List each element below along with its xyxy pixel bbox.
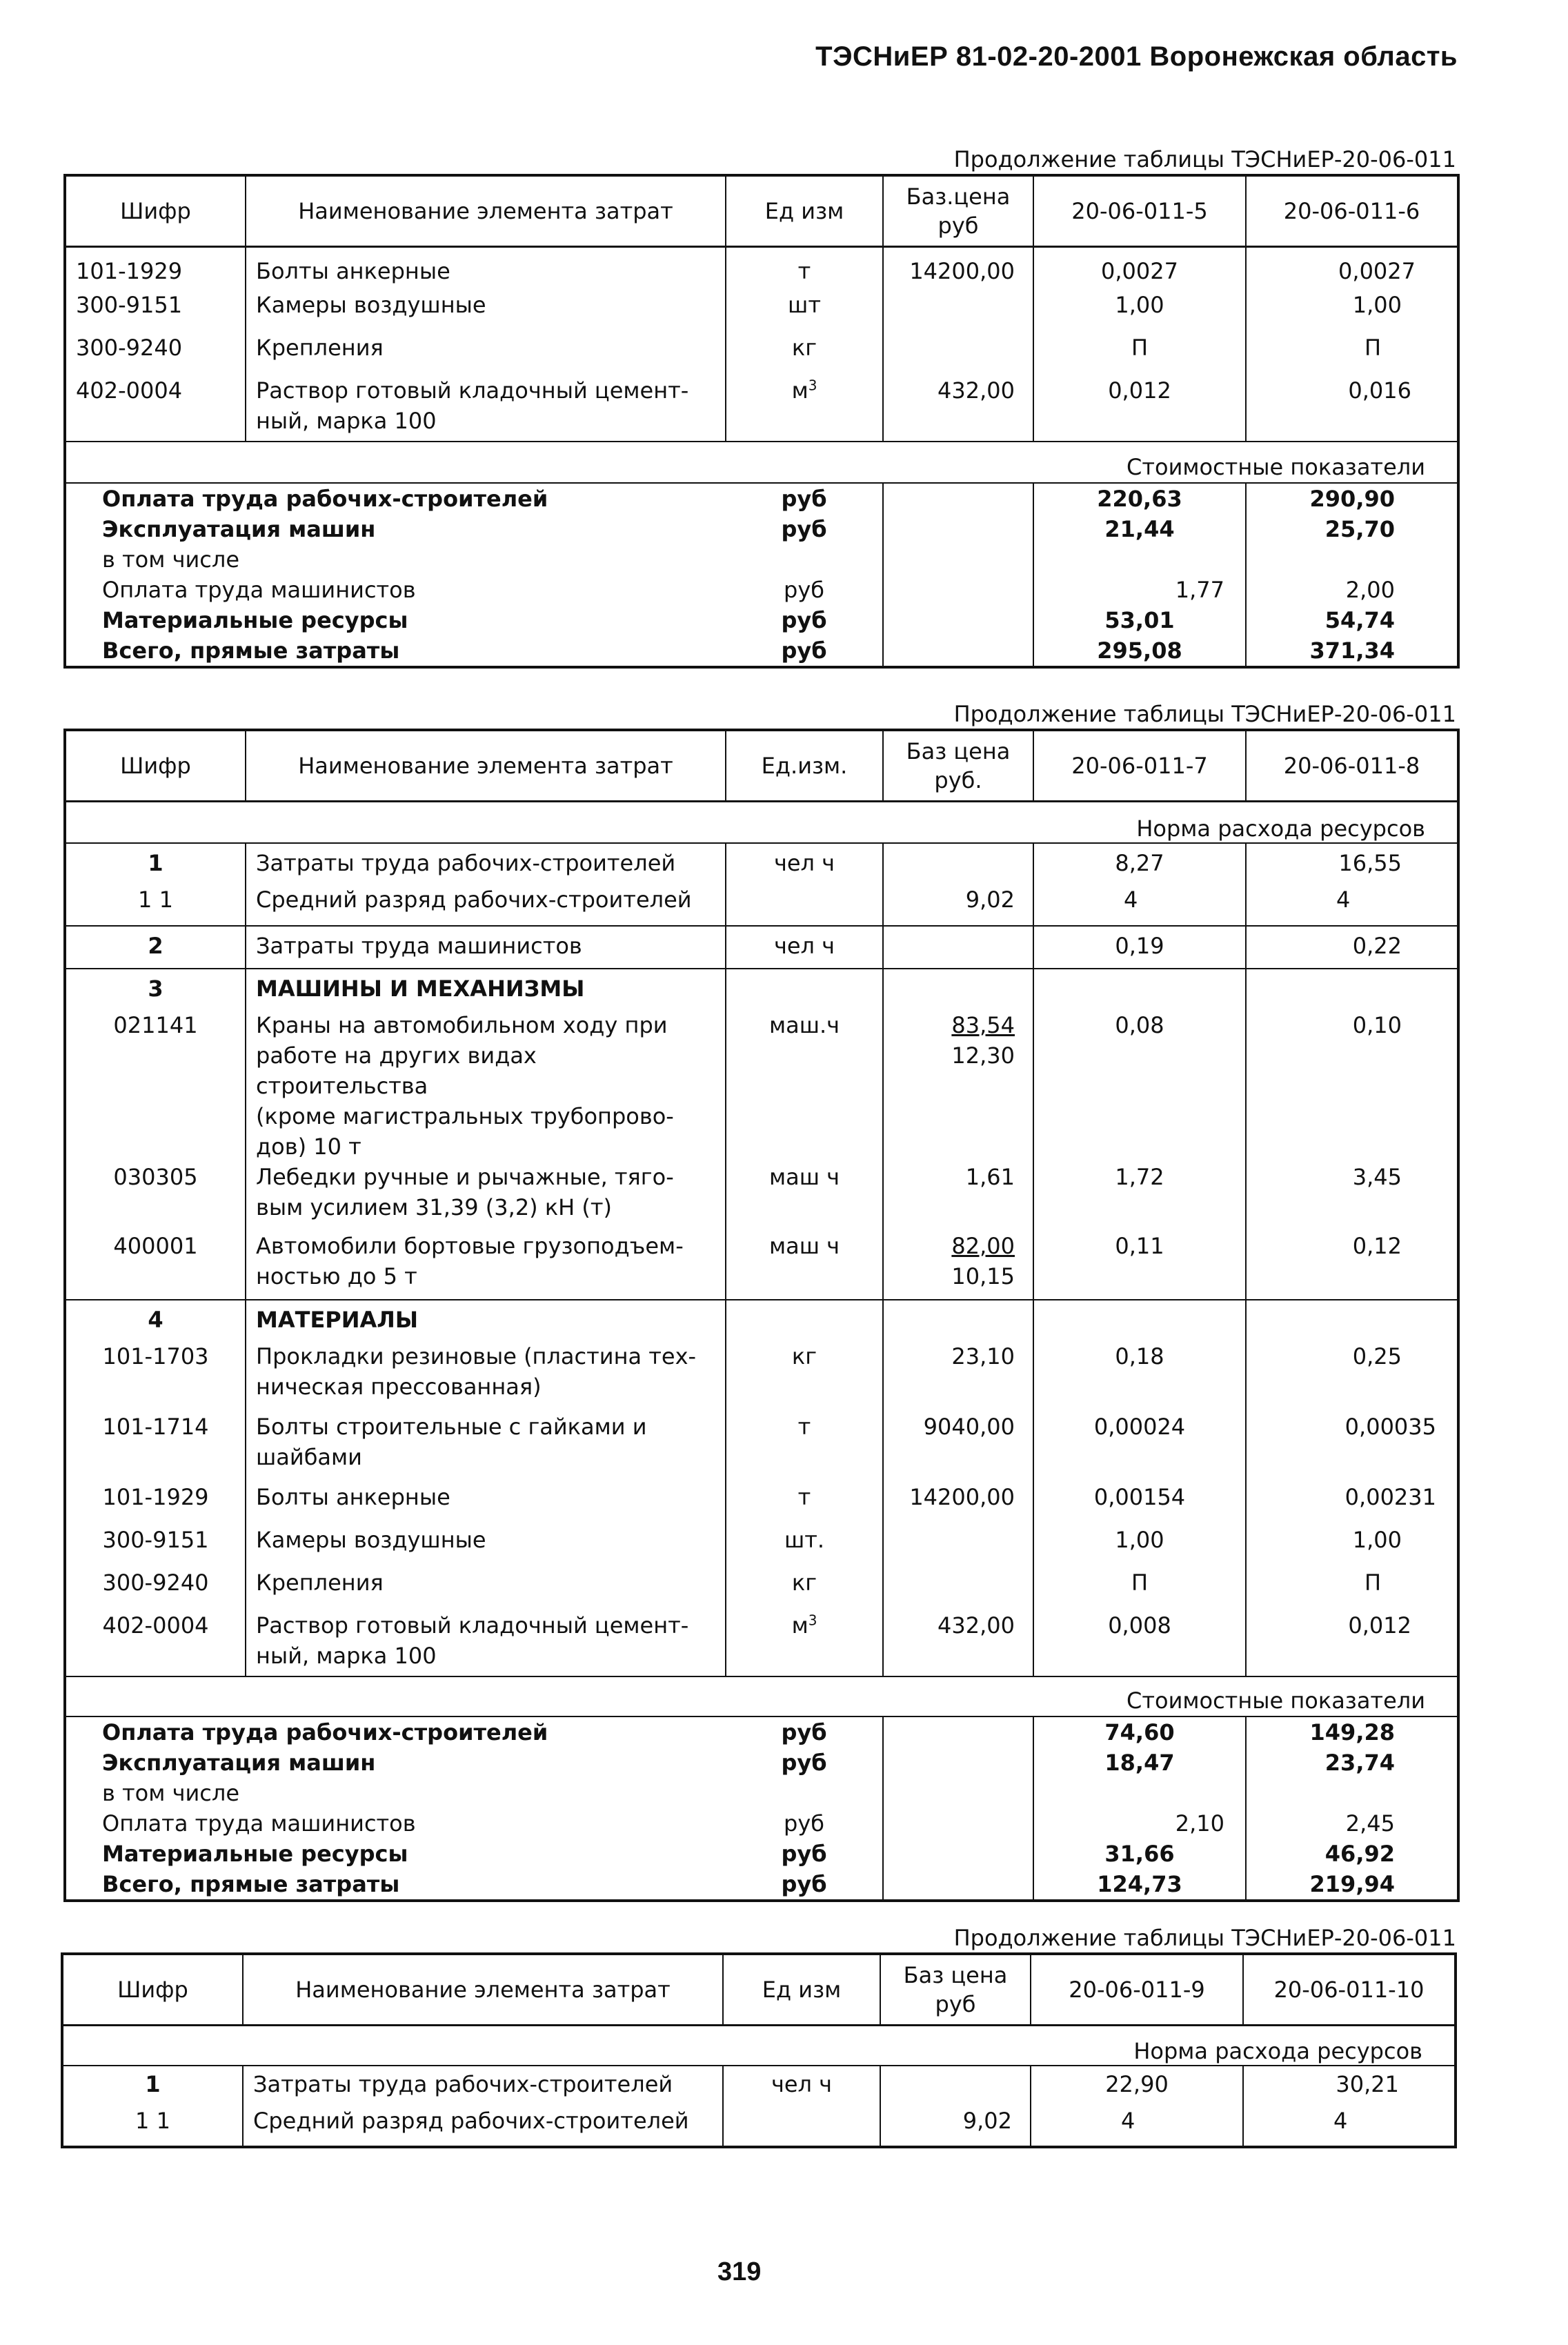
table-row: 300-9151 Камеры воздушные шт 1,00 1,00 — [65, 290, 1458, 333]
summary-row: Материальные ресурсы руб 53,01 54,74 — [65, 605, 1458, 635]
col-unit-header: Ед изм — [723, 1954, 880, 2026]
col-name-header: Наименование элемента затрат — [246, 730, 726, 802]
col-code-header: Шифр — [62, 1954, 243, 2026]
table2 — [63, 729, 1460, 1902]
summary-row: в том числе — [65, 544, 1458, 575]
summary-row: Эксплуатация машин руб 21,44 25,70 — [65, 514, 1458, 544]
table-row: 1 Затраты труда рабочих-строителей чел ч 22,90 30,21 — [62, 2066, 1456, 2106]
col-unit-header: Ед.изм. — [726, 730, 883, 802]
col-name-header: Наименование элемента затрат — [246, 175, 726, 247]
summary-row: Оплата труда машинистов руб 1,77 2,00 — [65, 575, 1458, 605]
col-norm1-header: 20-06-011-9 — [1031, 1954, 1243, 2026]
col-price-header: Баз цена руб. — [883, 730, 1033, 802]
costs-label: Стоимостные показатели — [65, 1676, 1458, 1716]
col-code-header: Шифр — [65, 175, 246, 247]
col-norm1-header: 20-06-011-5 — [1033, 175, 1246, 247]
summary-row: Оплата труда машинистов руб 2,10 2,45 — [65, 1808, 1458, 1839]
col-norm2-header: 20-06-011-10 — [1243, 1954, 1456, 2026]
table-row: 101-1929 Болты анкерные т 14200,00 0,0027 0,0027 — [65, 247, 1458, 290]
page-number: 319 — [717, 2257, 762, 2286]
summary-row: Всего, прямые затраты руб 124,73 219,94 — [65, 1869, 1458, 1901]
table-row: 1 Затраты труда рабочих-строителей чел ч 8,27 16,55 — [65, 843, 1458, 884]
table2-caption: Продолжение таблицы ТЭСНиЕР-20-06-011 — [953, 701, 1456, 727]
summary-row: Оплата труда рабочих-строителей руб 74,60 149,28 — [65, 1716, 1458, 1748]
table1-header-row — [65, 175, 1458, 247]
table3-header-row — [62, 1954, 1456, 2026]
col-norm2-header: 20-06-011-6 — [1246, 175, 1458, 247]
table-row: 1 1 Средний разряд рабочих-строителей 9,02 4 4 — [65, 884, 1458, 926]
table-row: 400001 Автомобили бортовые грузоподъем- ностью до 5 т маш ч 82,00 10,15 0,11 0,12 — [65, 1231, 1458, 1300]
table-row: 1 1 Средний разряд рабочих-строителей 9,02 4 4 — [62, 2106, 1456, 2147]
summary-row: в том числе — [65, 1778, 1458, 1808]
table-row: 300-9240 Крепления кг П П — [65, 333, 1458, 375]
col-code-header: Шифр — [65, 730, 246, 802]
norm-label: Норма расхода ресурсов — [1136, 815, 1425, 842]
norm-label-row — [65, 802, 1458, 843]
table-row: 101-1703 Прокладки резиновые (пластина тех- ническая прессованная) кг 23,10 0,18 0,25 — [65, 1341, 1458, 1412]
col-price-header: Баз цена руб — [880, 1954, 1031, 2026]
costs-label-row — [65, 442, 1458, 483]
table3-caption: Продолжение таблицы ТЭСНиЕР-20-06-011 — [953, 1925, 1456, 1951]
norm-label: Норма расхода ресурсов — [1133, 2037, 1422, 2064]
table-row: 101-1714 Болты строительные с гайками и шайбами т 9040,00 0,00024 0,00035 — [65, 1412, 1458, 1482]
table-row: 300-9151 Камеры воздушные шт. 1,00 1,00 — [65, 1525, 1458, 1567]
section-row-materials: 4 МАТЕРИАЛЫ — [65, 1300, 1458, 1341]
table-row: 101-1929 Болты анкерные т 14200,00 0,00154 0,00231 — [65, 1482, 1458, 1525]
col-norm2-header: 20-06-011-8 — [1246, 730, 1458, 802]
section-row-machines: 3 МАШИНЫ И МЕХАНИЗМЫ — [65, 969, 1458, 1010]
col-name-header: Наименование элемента затрат — [243, 1954, 723, 2026]
costs-label-row — [65, 1676, 1458, 1716]
col-unit-header: Ед изм — [726, 175, 883, 247]
table-row: 300-9240 Крепления кг П П — [65, 1567, 1458, 1610]
table-row: 402-0004 Раствор готовый кладочный цемент- ный, марка 100 $м^3$ 432,00 0,008 0,012 — [65, 1610, 1458, 1676]
table2-header-row — [65, 730, 1458, 802]
table-row: 021141 Краны на автомобильном ходу при работе на других видах строительства (кроме магистральных трубопрово- дов) 10 т маш.ч 83,54 12,30 0,08 0,10 — [65, 1010, 1458, 1162]
table3 — [61, 1952, 1457, 2148]
table1-caption: Продолжение таблицы ТЭСНиЕР-20-06-011 — [953, 146, 1456, 172]
col-norm1-header: 20-06-011-7 — [1033, 730, 1246, 802]
summary-row: Всего, прямые затраты руб 295,08 371,34 — [65, 635, 1458, 667]
table-row: 402-0004 Раствор готовый кладочный цемент- ный, марка 100 $м^3$ 432,00 0,012 0,016 — [65, 375, 1458, 442]
summary-row: Оплата труда рабочих-строителей руб 220,63 290,90 — [65, 483, 1458, 514]
table-row: 2 Затраты труда машинистов чел ч 0,19 0,22 — [65, 926, 1458, 969]
costs-label: Стоимостные показатели — [65, 442, 1458, 483]
page-header-title: ТЭСНиЕР 81-02-20-2001 Воронежская область — [815, 41, 1458, 72]
summary-row: Эксплуатация машин руб 18,47 23,74 — [65, 1748, 1458, 1778]
summary-row: Материальные ресурсы руб 31,66 46,92 — [65, 1839, 1458, 1869]
table1 — [63, 174, 1460, 669]
norm-label-row — [62, 2026, 1456, 2066]
table-row: 030305 Лебедки ручные и рычажные, тяго- вым усилием 31,39 (3,2) кН (т) маш ч 1,61 1,72 3,45 — [65, 1162, 1458, 1231]
col-price-header: Баз.цена руб — [883, 175, 1033, 247]
